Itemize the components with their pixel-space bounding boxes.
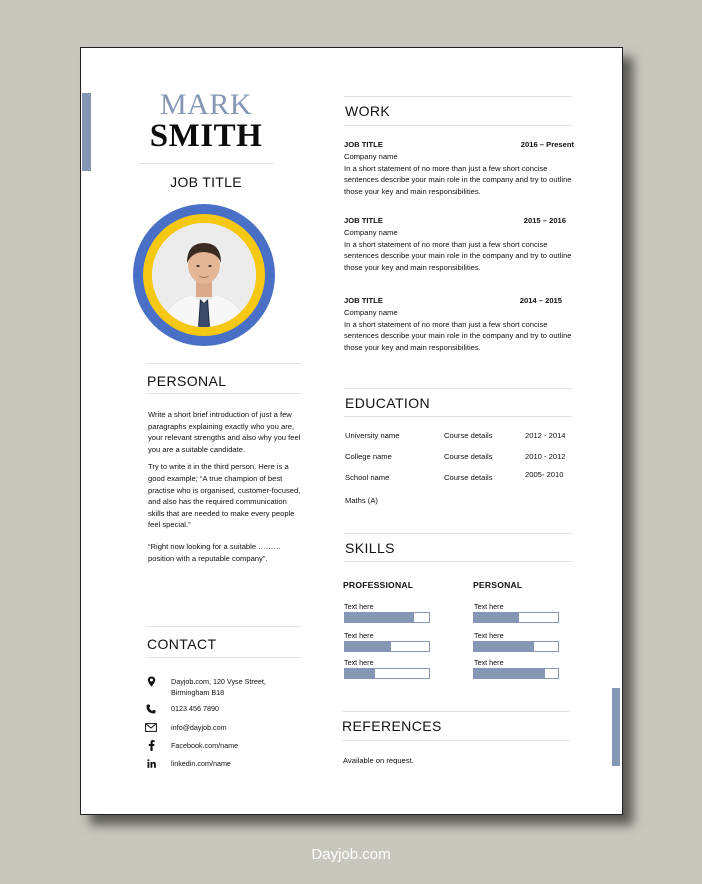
- work-company: Company name: [344, 308, 398, 317]
- skill-bar: [473, 668, 559, 679]
- first-name: MARK: [159, 88, 252, 121]
- work-description: In a short statement of no more than just a few short concise sentences describe your main role in the company and try to outline those your key and main responsibilities.: [344, 163, 572, 196]
- job-title: JOB TITLE: [170, 174, 242, 190]
- linkedin-icon: [145, 758, 157, 769]
- accent-bar-right: [612, 688, 620, 766]
- education-course: Course details: [444, 473, 493, 482]
- divider: [344, 125, 572, 126]
- work-title: JOB TITLE: [344, 216, 383, 225]
- work-title: JOB TITLE: [344, 296, 383, 305]
- skill-bar: [344, 668, 430, 679]
- contact-linkedin: [145, 758, 231, 769]
- contact-address: [145, 676, 281, 698]
- phone-text: 0123 456 7890: [171, 704, 219, 713]
- photo-ring-yellow: [143, 214, 265, 336]
- skill-label: Text here: [344, 602, 374, 611]
- contact-heading: CONTACT: [147, 636, 217, 652]
- skill-bar-fill: [345, 642, 391, 651]
- education-institution: Maths (A): [345, 496, 378, 505]
- education-course: Course details: [444, 431, 493, 440]
- work-entry-1: [344, 139, 574, 197]
- work-dates: 2015 – 2016: [523, 216, 566, 225]
- work-description: In a short statement of no more than just a few short concise sentences describe your main role in the company and try to outline those your key and main responsibilities.: [344, 319, 572, 352]
- divider: [344, 388, 572, 389]
- profile-photo: [152, 223, 256, 327]
- envelope-icon: [145, 722, 157, 733]
- skill-bar: [473, 641, 559, 652]
- skill-bar: [344, 641, 430, 652]
- divider: [342, 740, 570, 741]
- work-dates: 2016 – Present: [520, 140, 574, 149]
- accent-bar-left: [82, 93, 91, 171]
- divider: [146, 393, 301, 394]
- divider: [146, 657, 301, 658]
- last-name: SMITH: [149, 118, 263, 154]
- education-heading: EDUCATION: [345, 395, 431, 411]
- work-entry-2: [344, 215, 574, 273]
- work-heading: WORK: [345, 103, 391, 119]
- work-dates: 2014 – 2015: [519, 296, 562, 305]
- references-text: Available on request.: [343, 756, 414, 765]
- skill-bar-fill: [345, 669, 375, 678]
- work-description: In a short statement of no more than just a few short concise sentences describe your main role in the company and try to outline those your key and main responsibilities.: [344, 239, 572, 272]
- work-company: Company name: [344, 228, 398, 237]
- contact-phone: [145, 703, 219, 714]
- contact-email: [145, 722, 227, 733]
- education-course: Course details: [444, 452, 493, 461]
- education-dates: 2012 - 2014: [525, 431, 566, 440]
- work-title: JOB TITLE: [344, 140, 383, 149]
- divider: [342, 711, 570, 712]
- personal-paragraph-3: “Right now looking for a suitable ……… position with a reputable company”.: [148, 541, 281, 563]
- footer-brand[interactable]: Dayjob.com: [311, 846, 391, 863]
- divider: [344, 561, 572, 562]
- references-heading: REFERENCES: [342, 718, 442, 734]
- personal-heading: PERSONAL: [147, 373, 227, 389]
- divider: [344, 533, 572, 534]
- education-institution: University name: [345, 431, 400, 440]
- skill-bar-fill: [474, 669, 545, 678]
- education-dates: 2005- 2010: [525, 470, 564, 479]
- address-text: Dayjob.com, 120 Vyse Street, Birmingham B18: [171, 677, 266, 697]
- resume-page: [80, 47, 623, 815]
- personal-statement: [148, 409, 304, 570]
- map-pin-icon: [145, 676, 157, 687]
- contact-facebook: [145, 740, 238, 751]
- skills-heading: SKILLS: [345, 540, 395, 556]
- divider: [146, 363, 301, 364]
- divider: [146, 626, 301, 627]
- personal-paragraph-1: Write a short brief introduction of just a few paragraphs explaining exactly who you are, your relevant strengths and also why you feel you are a suitable candidate.: [148, 410, 301, 454]
- skill-label: Text here: [474, 602, 504, 611]
- divider: [139, 163, 274, 164]
- personal-skills-heading: PERSONAL: [473, 580, 523, 590]
- professional-skills-heading: PROFESSIONAL: [343, 580, 414, 590]
- work-entry-3: [344, 295, 574, 353]
- skill-bar: [473, 612, 559, 623]
- education-institution: College name: [345, 452, 392, 461]
- profile-photo-frame: [133, 204, 275, 346]
- linkedin-text[interactable]: linkedin.com/name: [171, 759, 231, 768]
- personal-paragraph-2: Try to write it in the third person. Here is a good example; “A true champion of best practise who is organised, customer-focused, and also has the required communication skills that are needed to make every people feel special.”: [148, 462, 301, 530]
- divider: [344, 96, 572, 97]
- skill-label: Text here: [474, 658, 504, 667]
- phone-icon: [145, 703, 157, 714]
- skill-label: Text here: [344, 631, 374, 640]
- person-silhouette-icon: [152, 223, 256, 327]
- facebook-text[interactable]: Facebook.com/name: [171, 741, 239, 750]
- divider: [344, 416, 572, 417]
- skill-label: Text here: [344, 658, 374, 667]
- facebook-icon: [145, 740, 157, 751]
- skill-bar-fill: [474, 642, 534, 651]
- skill-bar: [344, 612, 430, 623]
- education-institution: School name: [345, 473, 390, 482]
- skill-bar-fill: [345, 613, 414, 622]
- skill-bar-fill: [474, 613, 519, 622]
- education-dates: 2010 - 2012: [525, 452, 566, 461]
- work-company: Company name: [344, 152, 398, 161]
- skill-label: Text here: [474, 631, 504, 640]
- email-text[interactable]: info@dayjob.com: [171, 723, 227, 732]
